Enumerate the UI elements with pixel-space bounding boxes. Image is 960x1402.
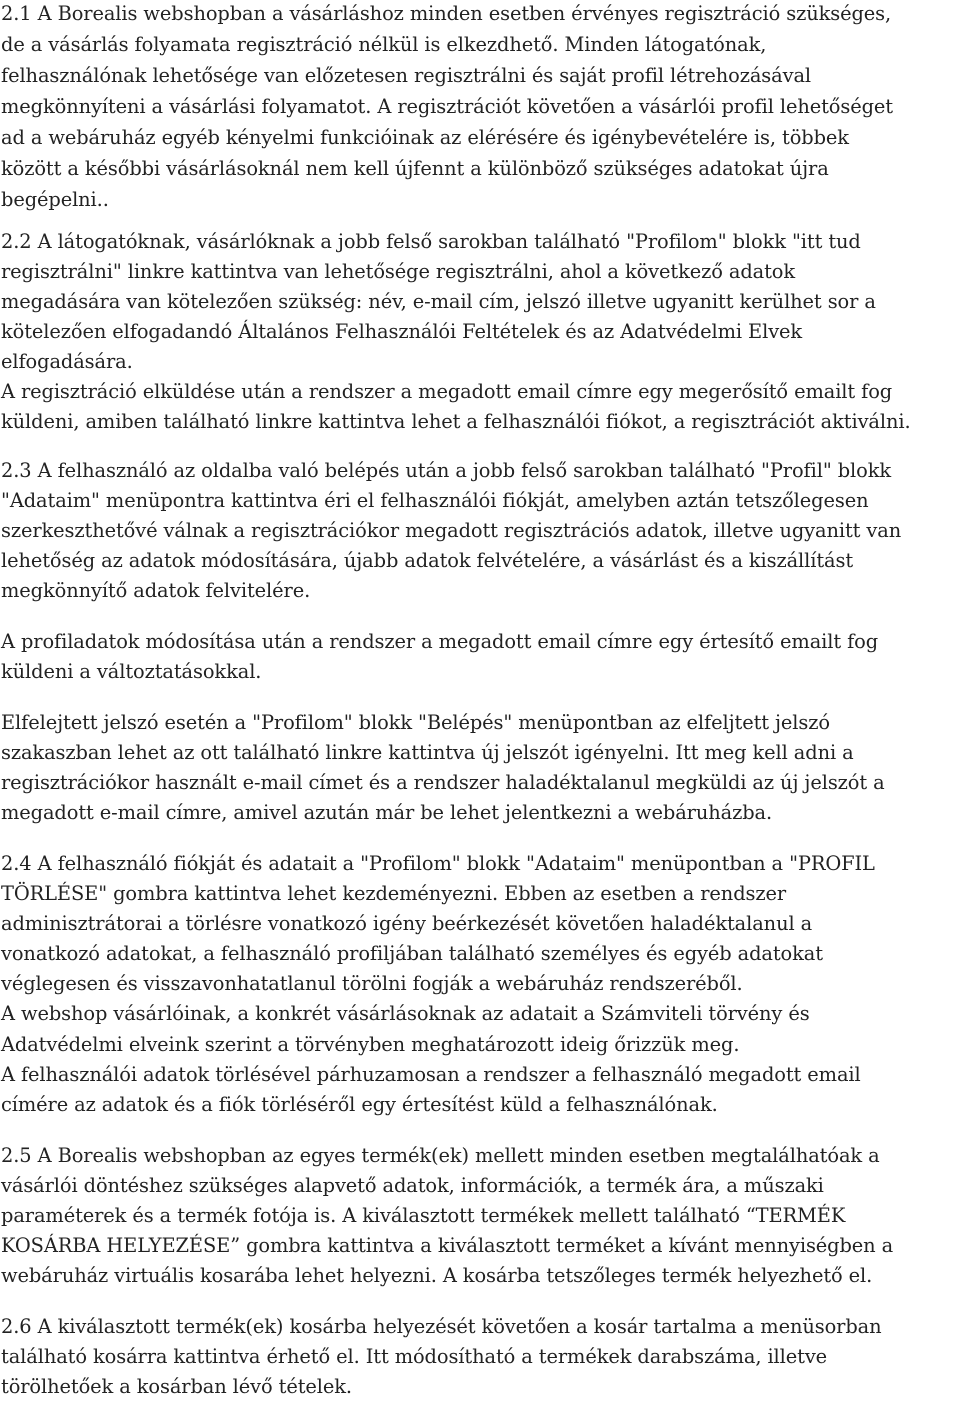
text-line: KOSÁRBA HELYEZÉSE” gombra kattintva a kiválasztott terméket a kívánt mennyiségben a — [1, 1234, 894, 1257]
text-line: 2.6 A kiválasztott termék(ek) kosárba helyezését követően a kosár tartalma a menüsorban — [1, 1315, 882, 1338]
text-line: A profiladatok módosítása után a rendszer a megadott email címre egy értesítő emailt fog — [1, 630, 879, 653]
text-line: 2.2 A látogatóknak, vásárlóknak a jobb felső sarokban található "Profilom" blokk "itt tud — [1, 230, 861, 253]
text-line: található kosárra kattintva érhető el. Itt módosítható a termékek darabszáma, illetve — [1, 1345, 828, 1368]
text-line: kötelezően elfogadandó Általános Felhasználói Feltételek és az Adatvédelmi Elvek — [1, 320, 803, 343]
text-line: elfogadására. — [1, 350, 133, 373]
text-line: szakaszban lehet az ott található linkre kattintva új jelszót igényelni. Itt meg kell adni a — [1, 741, 854, 764]
text-line: megkönnyíteni a vásárlási folyamatot. A regisztrációt követően a vásárlói profil lehetőséget — [1, 95, 893, 118]
text-line: Adatvédelmi elveink szerint a törvényben meghatározott ideig őrizzük meg. — [1, 1033, 740, 1056]
text-line: webáruház virtuális kosarába lehet helyezni. A kosárba tetszőleges termék helyezhető el. — [1, 1264, 873, 1287]
text-line: 2.1 A Borealis webshopban a vásárláshoz minden esetben érvényes regisztráció szükséges, — [1, 2, 892, 25]
text-line: szerkeszthetővé válnak a regisztrációkor megadott regisztrációs adatok, illetve ugyanitt van — [1, 519, 902, 542]
text-line: Elfelejtett jelszó esetén a "Profilom" blokk "Belépés" menüpontban az elfeljtett jelszó — [1, 711, 830, 734]
text-line: küldeni, amiben található linkre kattintva lehet a felhasználói fiókot, a regisztrációt aktiválni. — [1, 410, 911, 433]
text-line: de a vásárlás folyamata regisztráció nélkül is elkezdhető. Minden látogatónak, — [1, 33, 767, 56]
text-line: 2.4 A felhasználó fiókját és adatait a "Profilom" blokk "Adataim" menüpontban a "PROFIL — [1, 852, 875, 875]
text-line: felhasználónak lehetősége van előzetesen regisztrálni és saját profil létrehozásával — [1, 64, 812, 87]
text-line: A webshop vásárlóinak, a konkrét vásárlásoknak az adatait a Számviteli törvény és — [1, 1002, 810, 1025]
text-line: lehetőség az adatok módosítására, újabb adatok felvételére, a vásárlást és a kiszállítást — [1, 549, 854, 572]
text-line: törölhetőek a kosárban lévő tételek. — [1, 1375, 352, 1398]
text-line: paraméterek és a termék fotója is. A kiválasztott termékek mellett található “TERMÉK — [1, 1204, 846, 1227]
text-line: vásárlói döntéshez szükséges alapvető adatok, információk, a termék ára, a műszaki — [1, 1174, 824, 1197]
text-line: címére az adatok és a fiók törléséről egy értesítést küld a felhasználónak. — [1, 1093, 718, 1116]
text-line: küldeni a változtatásokkal. — [1, 660, 262, 683]
text-line: begépelni.. — [1, 188, 109, 211]
text-line: adminisztrátorai a törlésre vonatkozó igény beérkezését követően haladéktalanul a — [1, 912, 813, 935]
text-line: TÖRLÉSE" gombra kattintva lehet kezdeményezni. Ebben az esetben a rendszer — [1, 882, 787, 905]
text-line: között a későbbi vásárlásoknál nem kell újfennt a különböző szükséges adatokat újra — [1, 157, 829, 180]
text-line: 2.3 A felhasználó az oldalba való belépés után a jobb felső sarokban található "Profil" blokk — [1, 459, 891, 482]
text-line: regisztrálni" linkre kattintva van lehetősége regisztrálni, ahol a következő adatok — [1, 260, 796, 283]
text-line: ad a webáruház egyéb kényelmi funkcióinak az elérésére és igénybevételére is, többek — [1, 126, 849, 149]
text-line: megadására van kötelezően szükség: név, e-mail cím, jelszó illetve ugyanitt kerülhet sor a — [1, 290, 876, 313]
text-line: megadott e-mail címre, amivel azután már be lehet jelentkezni a webáruházba. — [1, 801, 773, 824]
text-line: regisztrációkor használt e-mail címet és a rendszer haladéktalanul megküldi az új jelszót a — [1, 771, 885, 794]
text-line: vonatkozó adatokat, a felhasználó profiljában található személyes és egyéb adatokat — [1, 942, 823, 965]
text-line: A felhasználói adatok törlésével párhuzamosan a rendszer a felhasználó megadott email — [1, 1063, 861, 1086]
text-line: "Adataim" menüpontra kattintva éri el felhasználói fiókját, amelyben aztán tetszőlegesen — [1, 489, 869, 512]
text-line: megkönnyítő adatok felvitelére. — [1, 579, 311, 602]
text-line: 2.5 A Borealis webshopban az egyes termék(ek) mellett minden esetben megtalálhatóak a — [1, 1144, 880, 1167]
text-line: véglegesen és visszavonhatatlanul törölni fogják a webáruház rendszeréből. — [1, 972, 743, 995]
text-line: A regisztráció elküldése után a rendszer a megadott email címre egy megerősítő emailt fog — [1, 380, 893, 403]
